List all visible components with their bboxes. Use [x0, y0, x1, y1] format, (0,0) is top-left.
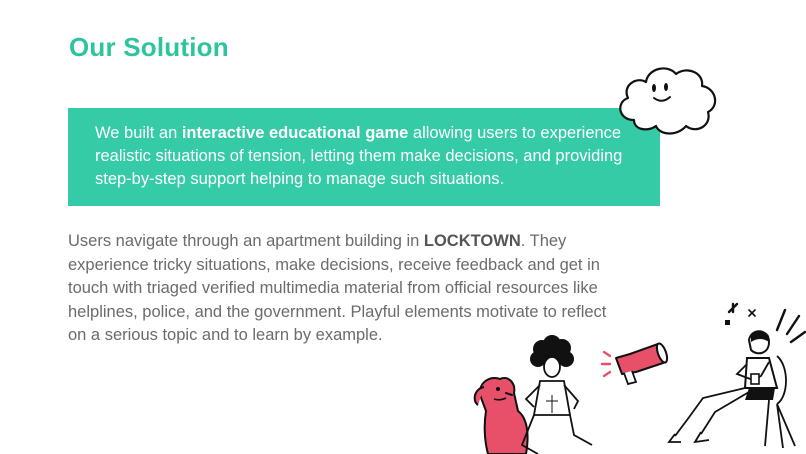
banner-text-part2: allowing users to experience realistic situations of tension, letting them make decisions, and providing step-by-step support helping to manage such situations. — [95, 124, 623, 188]
body-text-part1: Users navigate through an apartment building in — [68, 232, 424, 250]
seated-person-illustration — [665, 296, 806, 454]
banner-highlight: interactive educational game — [181, 124, 409, 142]
woman-illustration — [512, 335, 607, 454]
banner-text-part1: We built an — [95, 124, 182, 142]
megaphone-icon — [600, 340, 675, 388]
banner-text — [95, 122, 645, 191]
description-paragraph — [68, 230, 628, 348]
locktown-highlight: LOCKTOWN — [423, 232, 521, 250]
cloud-face-icon — [612, 60, 722, 140]
solution-banner — [68, 108, 660, 206]
page-title: Our Solution — [69, 32, 229, 62]
body-text-part2: . They experience tricky situations, make decisions, receive feedback and get in touch with triaged verified multimedia material from official resources like helplines, police, and the government. Playful elements motivate to reflect on a serious topic and to learn by example. — [68, 232, 607, 344]
